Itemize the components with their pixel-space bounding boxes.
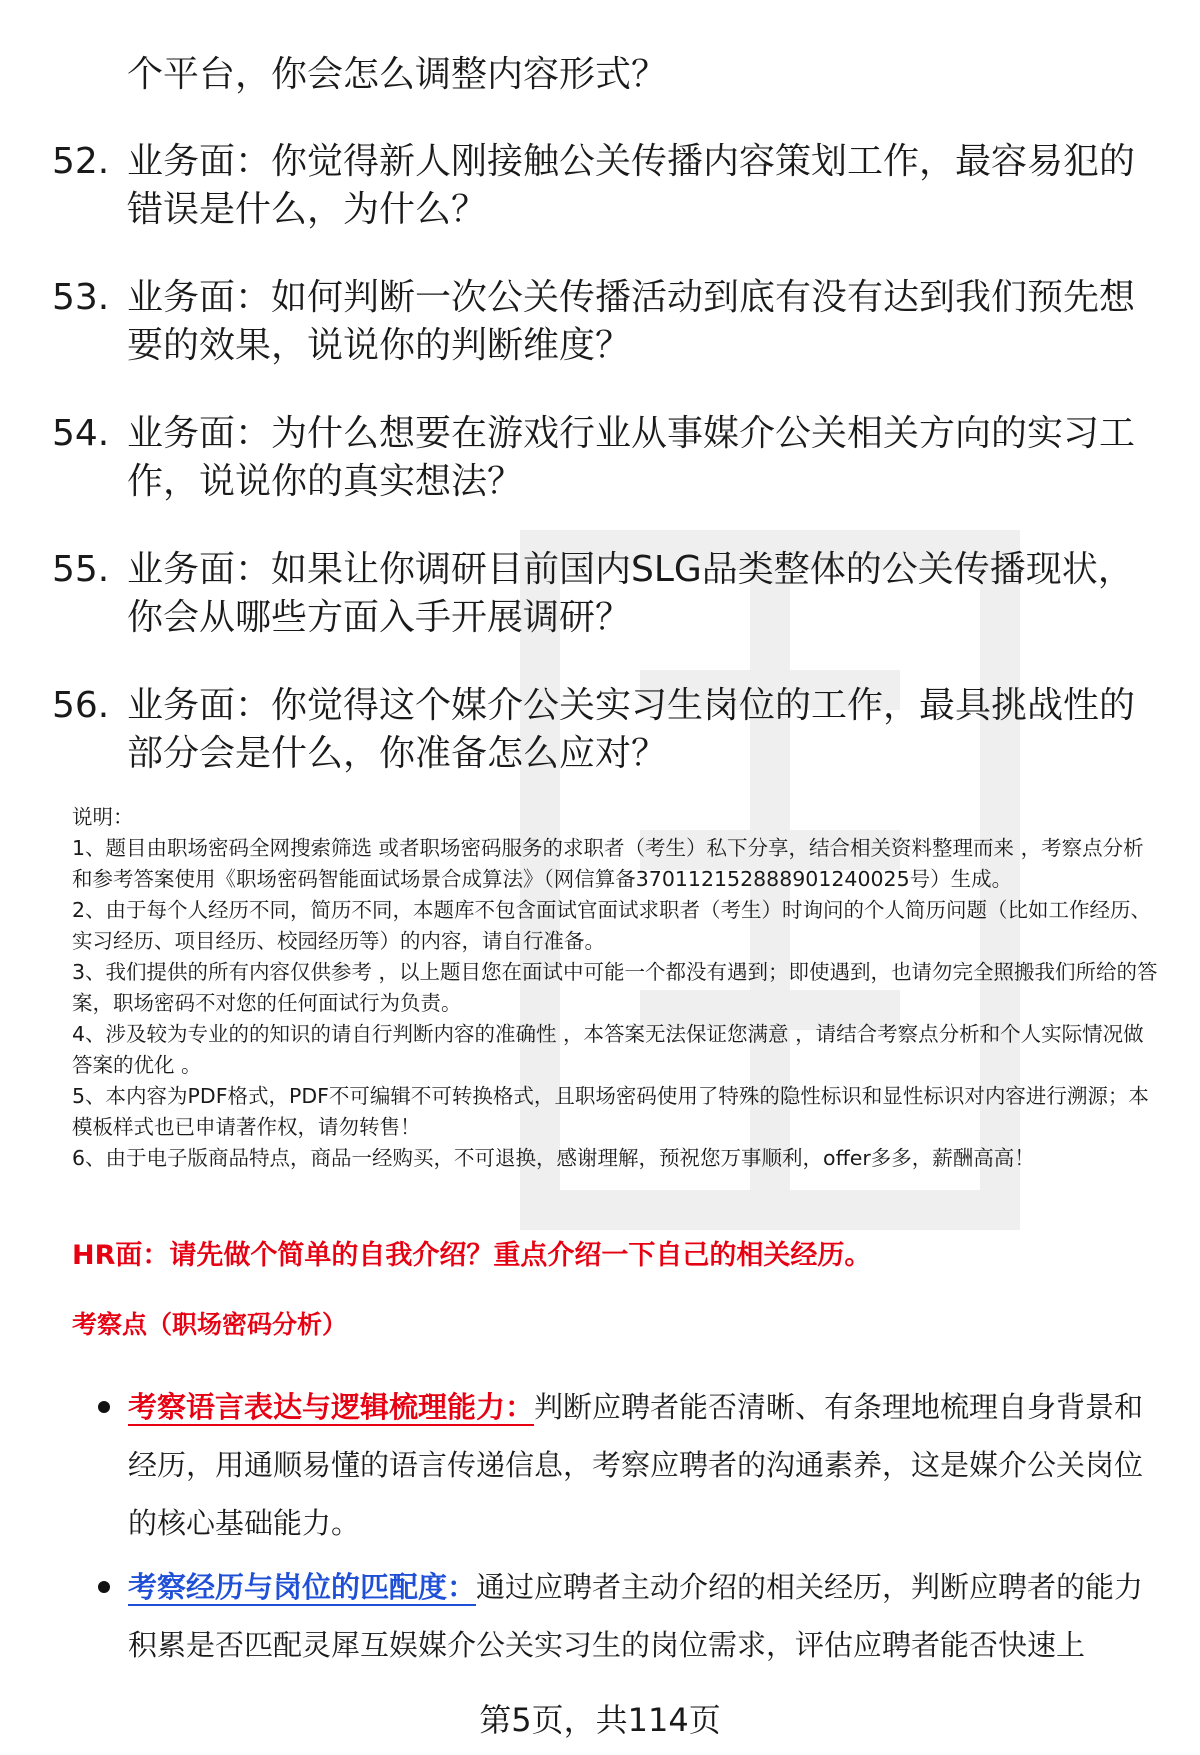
page-footer: 第5页，共114页 xyxy=(479,1701,721,1739)
question-list xyxy=(52,52,1152,778)
note-item: 3、我们提供的所有内容仅供参考 ，以上题目您在面试中可能一个都没有遇到；即使遇到，也请勿完全照搬我们所给的答案，职场密码不对您的任何面试行为负责。 xyxy=(72,960,1158,1015)
question-number: 56. xyxy=(52,685,110,726)
bullet-item xyxy=(72,1378,1152,1552)
note-item: 4、涉及较为专业的的知识的请自行判断内容的准确性 ，本答案无法保证您满意 ，请结合考察点分析和个人实际情况做答案的优化 。 xyxy=(72,1022,1144,1077)
question-number: 54. xyxy=(52,413,110,454)
question-number: 53. xyxy=(52,277,110,318)
question-item xyxy=(52,546,1152,642)
question-text: 业务面：你觉得这个媒介公关实习生岗位的工作，最具挑战性的部分会是什么，你准备怎么应对？ xyxy=(127,685,1136,774)
notes-title: 说明： xyxy=(72,805,134,829)
bullet-keyword: 考察语言表达与逻辑梳理能力： xyxy=(128,1390,535,1424)
question-text: 业务面：为什么想要在游戏行业从事媒介公关相关方向的实习工作，说说你的真实想法？ xyxy=(127,413,1136,502)
bullet-text: 通过应聘者主动介绍的相关经历，判断应聘者的能力积累是否匹配灵犀互娱媒介公关实习生的岗位需求，评估应聘者能否快速上 xyxy=(128,1570,1144,1662)
question-text: 业务面：你觉得新人刚接触公关传播内容策划工作，最容易犯的错误是什么，为什么？ xyxy=(127,141,1136,230)
question-item xyxy=(52,410,1152,506)
hr-question-heading: HR面：请先做个简单的自我介绍？重点介绍一下自己的相关经历。 xyxy=(72,1240,872,1271)
bullet-dot-icon xyxy=(98,1581,110,1593)
note-item: 6、由于电子版商品特点，商品一经购买，不可退换，感谢理解，预祝您万事顺利，offer多多，薪酬高高！ xyxy=(72,1146,1035,1170)
analysis-heading: 考察点（职场密码分析） xyxy=(72,1310,348,1339)
question-item xyxy=(52,138,1152,234)
question-item xyxy=(52,682,1152,778)
question-text: 业务面：如何判断一次公关传播活动到底有没有达到我们预先想要的效果，说说你的判断维度？ xyxy=(127,277,1136,366)
bullet-dot-icon xyxy=(98,1401,110,1413)
notes-section xyxy=(72,802,1162,1174)
bullet-keyword: 考察经历与岗位的匹配度： xyxy=(128,1570,477,1604)
question-item xyxy=(52,274,1152,370)
bullet-text: 判断应聘者能否清晰、有条理地梳理自身背景和经历，用通顺易懂的语言传递信息，考察应聘者的沟通素养，这是媒介公关岗位的核心基础能力。 xyxy=(128,1390,1144,1540)
question-text: 业务面：如果让你调研目前国内SLG品类整体的公关传播现状，你会从哪些方面入手开展调研？ xyxy=(127,549,1134,638)
bullet-item xyxy=(72,1558,1152,1674)
note-item: 2、由于每个人经历不同，简历不同，本题库不包含面试官面试求职者（考生）时询问的个人简历问题（比如工作经历、实习经历、项目经历、校园经历等）的内容，请自行准备。 xyxy=(72,898,1152,953)
question-continuation: 个平台，你会怎么调整内容形式？ xyxy=(127,54,668,95)
analysis-bullet-list xyxy=(72,1378,1152,1680)
question-number: 55. xyxy=(52,549,110,590)
note-item: 1、题目由职场密码全网搜索筛选 或者职场密码服务的求职者（考生）私下分享，结合相关资料整理而来 ，考察点分析和参考答案使用《职场密码智能面试场景合成算法》（网信算备370112152888901240025号）生成。 xyxy=(72,836,1144,891)
note-item: 5、本内容为PDF格式，PDF不可编辑不可转换格式，且职场密码使用了特殊的隐性标识和显性标识对内容进行溯源；本模板样式也已申请著作权，请勿转售！ xyxy=(72,1084,1149,1139)
question-number: 52. xyxy=(52,141,110,182)
